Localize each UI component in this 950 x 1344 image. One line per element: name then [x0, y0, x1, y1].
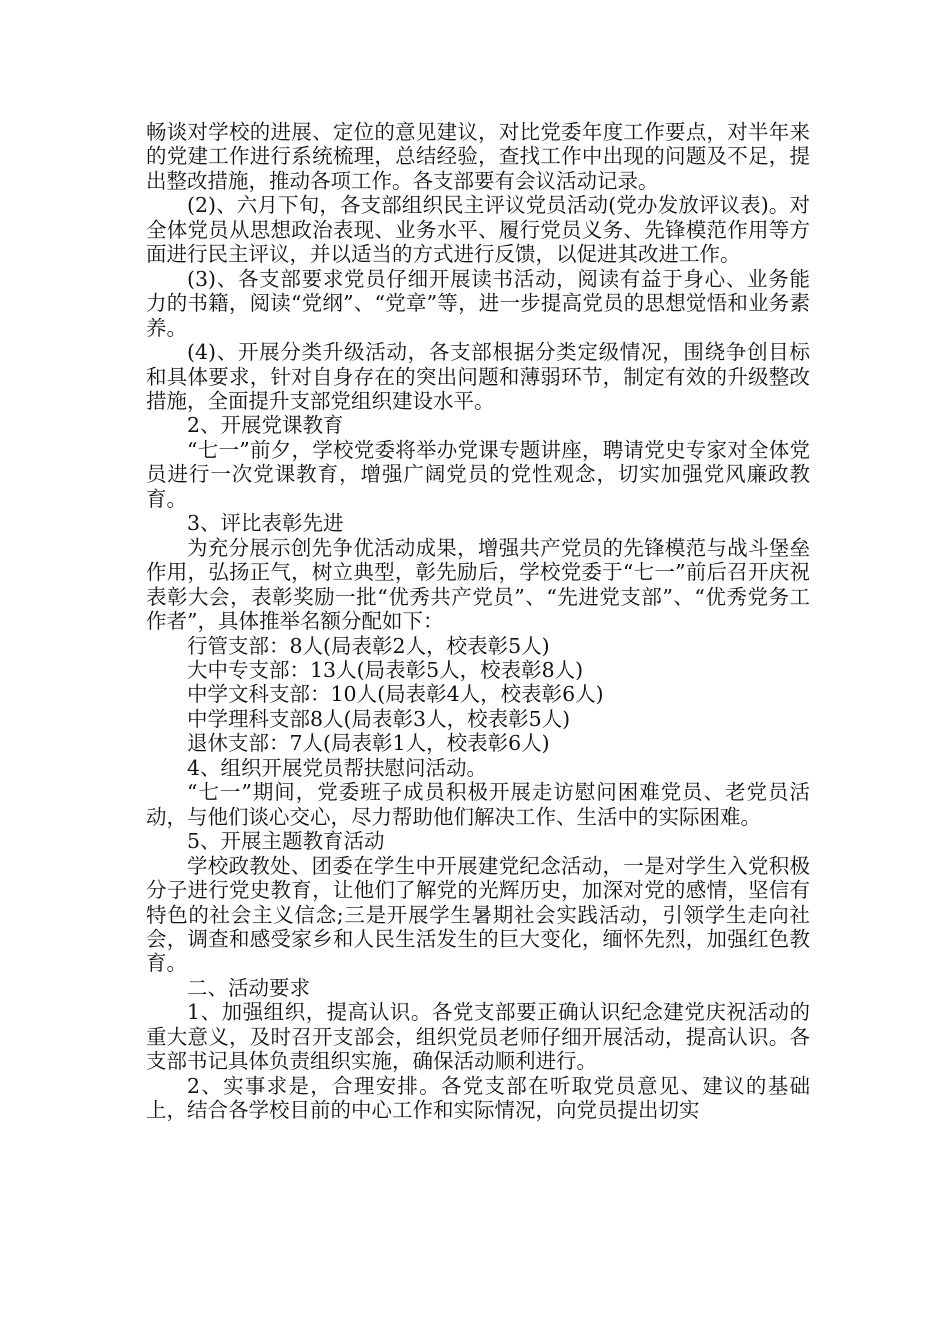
body-paragraph: 2、实事求是，合理安排。各党支部在听取党员意见、建议的基础上，结合各学校目前的中心工作和实际情况，向党员提出切实: [146, 1073, 810, 1123]
list-item: 中学理科支部8人(局表彰3人，校表彰5人): [187, 706, 571, 731]
section-heading: 4、组织开展党员帮扶慰问活动。: [187, 755, 488, 780]
body-paragraph: “七一”前夕，学校党委将举办党课专题讲座，聘请党史专家对全体党员进行一次党课教育，增强广阔党员的党性观念，切实加强党风廉政教育。: [146, 437, 810, 511]
section-heading: 3、评比表彰先进: [187, 511, 344, 536]
section-heading: 5、开展主题教育活动: [187, 829, 385, 854]
body-paragraph: 1、加强组织，提高认识。各党支部要正确认识纪念建党庆祝活动的重大意义，及时召开支部会，组织党员老师仔细开展活动，提高认识。各支部书记具体负责组织实施，确保活动顺利进行。: [146, 1000, 810, 1074]
body-paragraph: (2)、六月下旬，各支部组织民主评议党员活动(党办发放评议表)。对全体党员从思想政治表现、业务水平、履行党员义务、先锋模范作用等方面进行民主评议，并以适当的方式进行反馈，以促进其改进工作。: [146, 193, 810, 267]
body-paragraph: “七一”期间，党委班子成员积极开展走访慰问困难党员、老党员活动，与他们谈心交心，尽力帮助他们解决工作、生活中的实际困难。: [146, 780, 810, 829]
body-paragraph: (3)、各支部要求党员仔细开展读书活动，阅读有益于身心、业务能力的书籍，阅读“党纲”、“党章”等，进一步提高党员的思想觉悟和业务素养。: [146, 266, 810, 340]
body-paragraph: 为充分展示创先争优活动成果，增强共产党员的先锋模范与战斗堡垒作用，弘扬正气，树立典型，彰先励后，学校党委于“七一”前后召开庆祝表彰大会，表彰奖励一批“优秀共产党员”、“先进党支部”、“优秀党务工作者”，具体推举名额分配如下：: [146, 535, 810, 634]
list-item: 中学文科支部：10人(局表彰4人，校表彰6人): [187, 682, 604, 707]
body-paragraph: (4)、开展分类升级活动，各支部根据分类定级情况，围绕争创目标和具体要求，针对自身存在的突出问题和薄弱环节，制定有效的升级整改措施，全面提升支部党组织建设水平。: [146, 340, 810, 413]
body-paragraph: 畅谈对学校的进展、定位的意见建议，对比党委年度工作要点，对半年来的党建工作进行系统梳理，总结经验，查找工作中出现的问题及不足，提出整改措施，推动各项工作。各支部要有会议活动记录。: [146, 120, 810, 193]
document-page: [146, 120, 810, 1123]
list-item: 行管支部：8人(局表彰2人，校表彰5人): [187, 633, 550, 658]
list-item: 大中专支部：13人(局表彰5人，校表彰8人): [187, 657, 584, 682]
section-heading: 2、开展党课教育: [187, 413, 344, 438]
body-paragraph: 学校政教处、团委在学生中开展建党纪念活动，一是对学生入党积极分子进行党史教育，让他们了解党的光辉历史，加深对党的感情，坚信有特色的社会主义信念;三是开展学生暑期社会实践活动，引领学生走向社会，调查和感受家乡和人民生活发生的巨大变化，缅怀先烈，加强红色教育。: [146, 853, 810, 976]
list-item: 退休支部：7人(局表彰1人，校表彰6人): [187, 731, 550, 756]
section-heading: 二、活动要求: [187, 975, 310, 1000]
